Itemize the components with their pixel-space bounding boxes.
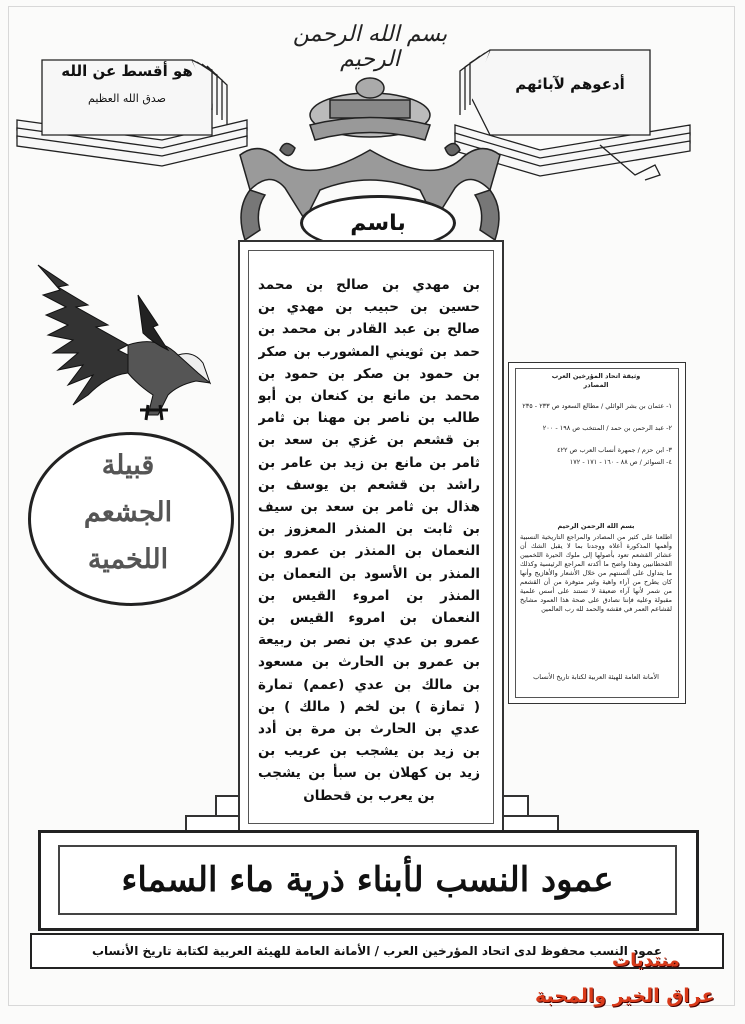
- lineage-line: عمرو بن عدي بن نصر بن ربيعة: [258, 632, 480, 649]
- tribe-name-line: قبيلة: [101, 450, 155, 481]
- lineage-line: محمد بن مانع بن كنعان بن أبو: [258, 388, 480, 405]
- watermark-forum: منتديات: [612, 950, 680, 971]
- footer-note: عمود النسب محفوظ لدى اتحاد المؤرخين العرب / الأمانة العامة للهيئة العربية لكتابة تاريخ الأنساب: [30, 933, 724, 969]
- lineage-line: بن يعرب بن قحطان: [303, 787, 435, 804]
- lineage-line: هذال بن ثامر بن سعد بن سيف: [258, 499, 480, 516]
- left-book-subtitle: صدق الله العظيم: [88, 92, 166, 105]
- lineage-line: راشد بن قشعم بن يوسف بن: [258, 476, 480, 493]
- basmala-calligraphy: بسم الله الرحمن الرحيم: [292, 22, 448, 72]
- lineage-line: حسين بن حبيب بن مهدي بن: [258, 299, 480, 316]
- lineage-line: حمد بن ثويني المشورب بن صكر: [258, 343, 480, 360]
- left-book-title: هو أقسط عن الله: [61, 62, 193, 80]
- right-book-title: أدعوهم لآبائهم: [515, 75, 625, 93]
- certificate-source: ١- عثمان بن بشر الوائلي / مطالع السعود ص ٢٣٣ - ٢٣٥: [522, 402, 672, 410]
- certificate-source: ٤- السوائر / ص ٨٨ - ١٦٠ - ١٧١ - ١٧٢: [569, 458, 672, 466]
- lineage-line: بن ثابت بن المنذر المعزوز بن: [258, 521, 480, 538]
- lineage-line: النعمان بن امروء القيس بن: [258, 610, 480, 627]
- watermark-site: عراق الخير والمحبة: [535, 985, 715, 1007]
- lineage-line: طالب بن ناصر بن مهنا بن ثامر: [258, 410, 480, 427]
- lineage-line: المنذر بن امروء القيس بن: [258, 587, 480, 604]
- lineage-text: [258, 274, 480, 824]
- lineage-line: ( تمازة ) بن لخم ( مالك ) بن: [258, 698, 480, 715]
- certificate-heading: وثيقة اتحاد المؤرخين العرب: [551, 372, 641, 380]
- tribe-name-line: الجشعم: [83, 497, 173, 528]
- lineage-line: عدي بن الحارث بن مرة بن أدد: [258, 721, 480, 738]
- certificate-body: اطلعنا على كثير من المصادر والمراجع التاريخية النسبية وأهمها المذكورة أعلاه ووجدنا بما لا يقبل الشك أن عشائر القشعم تعود بأصولها إلى ملوك الحيرة اللخميين القحطانيين وهذا واضح ما أكدته المراجع الرئيسية وكذلك ما يتداول على ألسنتهم من خلال الأشعار والأهازيج وأنها كان يطرح من آراء واهية وغير متوفرة من أن القشعم من شمر لأنها آراء ضعيفة لا تستند على أسس علمية مقبولة وعليه فإننا نصادق على صحة هذا العمود مشايخ لقشاعم العمر في فقشه والحمد لله رب العالمين: [520, 533, 672, 613]
- left-book-illustration: [12, 50, 252, 170]
- lineage-line: النعمان بن المنذر بن عمرو بن: [258, 543, 480, 560]
- eagle-icon: [28, 255, 218, 425]
- lineage-line: صالح بن عبد القادر بن محمد بن: [258, 321, 480, 338]
- lineage-line: بن عمرو بن الحارث بن مسعود: [258, 654, 480, 671]
- certificate-footer: الأمانة العامة للهيئة العربية لكتابة تاريخ الأنساب: [533, 673, 659, 681]
- lineage-line: ثامر بن مانع بن زيد بن عامر بن: [258, 454, 480, 471]
- lineage-line: بن حمود بن صكر بن حمود بن: [258, 365, 480, 382]
- lineage-line: بن مهدي بن صالح بن محمد: [258, 277, 480, 293]
- certificate-source: ٢- عبد الرحمن بن حمد / المنتخب ص ١٩٨ - ٢٠٠: [542, 424, 672, 432]
- tribe-name-line: اللخمية: [87, 544, 169, 575]
- lineage-line: زيد بن كهلان بن سبأ بن يشجب: [258, 765, 480, 782]
- lineage-line: بن زيد بن يشجب بن عريب بن: [258, 743, 480, 760]
- lineage-line: المنذر بن الأسود بن النعمان بن: [258, 565, 480, 582]
- name-oval-label: باسم: [300, 195, 456, 251]
- lineage-line: بن قشعم بن غزي بن سعد بن: [258, 432, 480, 449]
- certificate-body-basmala: بسم الله الرحمن الرحيم: [557, 522, 635, 530]
- lineage-line: بن مالك بن عدي (عمم) تمارة: [258, 676, 480, 693]
- main-title: عمود النسب لأبناء ذرية ماء السماء: [58, 845, 677, 915]
- certificate-subheading: المصادر: [583, 381, 609, 389]
- certificate-source: ٣- ابن حزم / جمهرة أنساب العرب ص ٤٢٢: [556, 446, 672, 454]
